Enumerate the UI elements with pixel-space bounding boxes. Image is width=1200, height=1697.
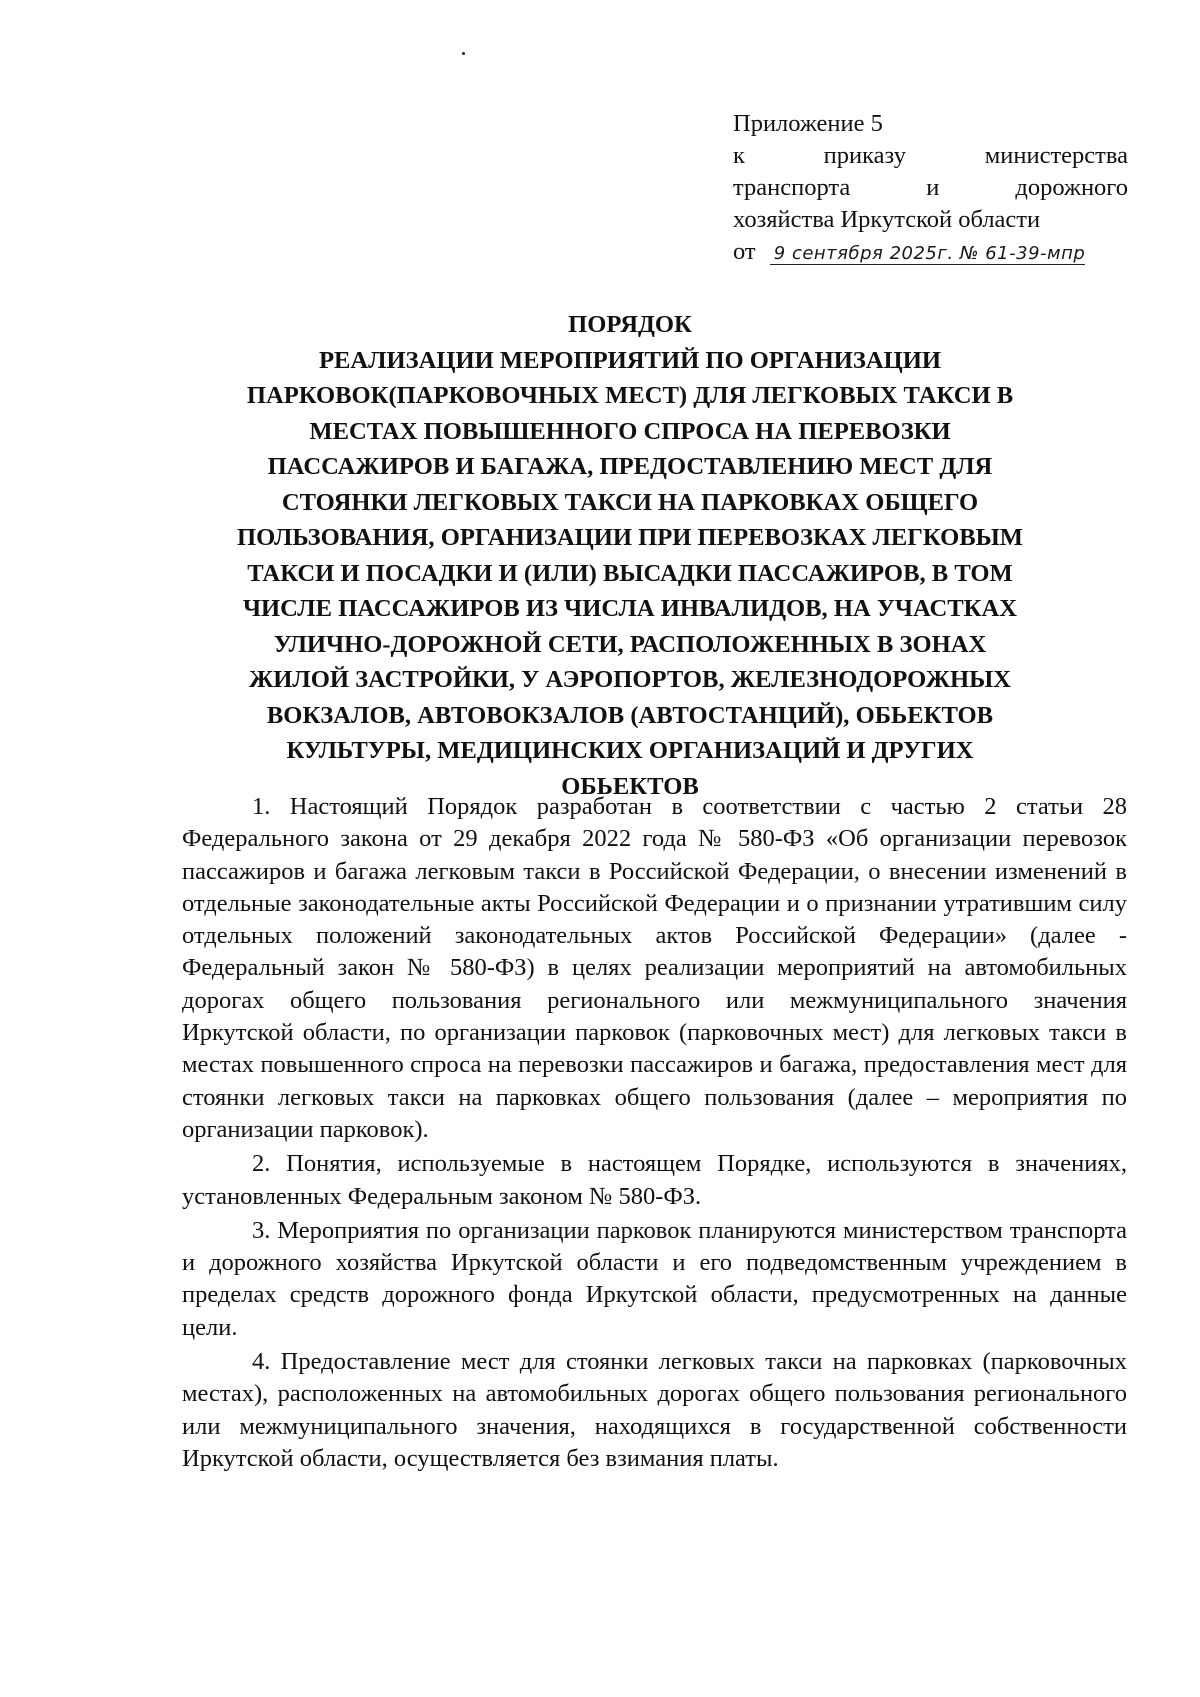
handwritten-date-number: 9 сентября 2025г. № 61-39-мпр bbox=[770, 243, 1086, 265]
document-body bbox=[182, 791, 1127, 1477]
paragraph-4: 4. Предоставление мест для стоянки легковых такси на парковках (парковочных местах), расположенных на автомобильных дорогах общего пользования регионального или межмуниципального значения, находящихся в государственной собственности Иркутской области, осуществляется без взимания платы. bbox=[182, 1348, 1127, 1472]
document-title bbox=[140, 307, 1120, 804]
appendix-block bbox=[733, 108, 1128, 268]
appendix-region-line: хозяйства Иркутской области bbox=[733, 206, 1041, 233]
paragraph-1: 1. Настоящий Порядок разработан в соответствии с частью 2 статьи 28 Федерального закона от 29 декабря 2022 года № 580-ФЗ «Об организации перевозок пассажиров и багажа легковым такси в Российской Федерации, о внесении изменений в отдельные законодательные акты Российской Федерации и о признании утратившим силу отдельных положений законодательных актов Российской Федерации» (далее - Федеральный закон № 580-ФЗ) в целях реализации мероприятий на автомобильных дорогах общего пользования регионального или межмуниципального значения Иркутской области, по организации парковок (парковочных мест) для легковых такси в местах повышенного спроса на перевозки пассажиров и багажа, предоставления мест для стоянки легковых такси на парковках общего пользования (далее – мероприятия по организации парковок). bbox=[182, 793, 1127, 1143]
title-line: ЖИЛОЙ ЗАСТРОЙКИ, У АЭРОПОРТОВ, ЖЕЛЕЗНОДОРОЖНЫХ bbox=[248, 666, 1012, 693]
appendix-number: Приложение 5 bbox=[733, 110, 883, 137]
title-line: ВОКЗАЛОВ, АВТОВОКЗАЛОВ (АВТОСТАНЦИЙ), ОБЬЕКТОВ bbox=[266, 701, 994, 729]
date-prefix: от bbox=[733, 238, 756, 265]
title-line: ПОРЯДОК bbox=[568, 311, 692, 338]
scan-speck bbox=[462, 52, 465, 55]
paragraph-3: 3. Мероприятия по организации парковок планируются министерством транспорта и дорожного хозяйства Иркутской области и его подведомственным учреждением в пределах средств дорожного фонда Иркутской области, предусмотренных на данные цели. bbox=[182, 1216, 1127, 1341]
title-line: ПАССАЖИРОВ И БАГАЖА, ПРЕДОСТАВЛЕНИЮ МЕСТ ДЛЯ bbox=[267, 453, 993, 480]
title-line: СТОЯНКИ ЛЕГКОВЫХ ТАКСИ НА ПАРКОВКАХ ОБЩЕГО bbox=[281, 488, 979, 516]
title-line: МЕСТАХ ПОВЫШЕННОГО СПРОСА НА ПЕРЕВОЗКИ bbox=[309, 417, 951, 445]
appendix-order-line: к приказу министерства bbox=[733, 142, 1128, 169]
title-line: ПАРКОВОК(ПАРКОВОЧНЫХ МЕСТ) ДЛЯ ЛЕГКОВЫХ ТАКСИ В bbox=[246, 382, 1014, 409]
title-line: РЕАЛИЗАЦИИ МЕРОПРИЯТИЙ ПО ОРГАНИЗАЦИИ bbox=[318, 346, 942, 374]
title-line: ОБЬЕКТОВ bbox=[561, 772, 699, 800]
paragraph-2: 2. Понятия, используемые в настоящем Порядке, используются в значениях, установленных Федеральным законом № 580-ФЗ. bbox=[182, 1150, 1127, 1210]
title-line: КУЛЬТУРЫ, МЕДИЦИНСКИХ ОРГАНИЗАЦИЙ И ДРУГИХ bbox=[286, 737, 974, 764]
appendix-ministry-line: транспорта и дорожного bbox=[733, 174, 1128, 201]
appendix-date-line bbox=[733, 236, 1128, 268]
title-line: УЛИЧНО-ДОРОЖНОЙ СЕТИ, РАСПОЛОЖЕННЫХ В ЗОНАХ bbox=[273, 630, 987, 658]
title-line: ЧИСЛЕ ПАССАЖИРОВ ИЗ ЧИСЛА ИНВАЛИДОВ, НА УЧАСТКАХ bbox=[242, 595, 1018, 622]
title-line: ПОЛЬЗОВАНИЯ, ОРГАНИЗАЦИИ ПРИ ПЕРЕВОЗКАХ ЛЕГКОВЫМ bbox=[236, 524, 1024, 551]
title-line: ТАКСИ И ПОСАДКИ И (ИЛИ) ВЫСАДКИ ПАССАЖИРОВ, В ТОМ bbox=[247, 559, 1013, 587]
